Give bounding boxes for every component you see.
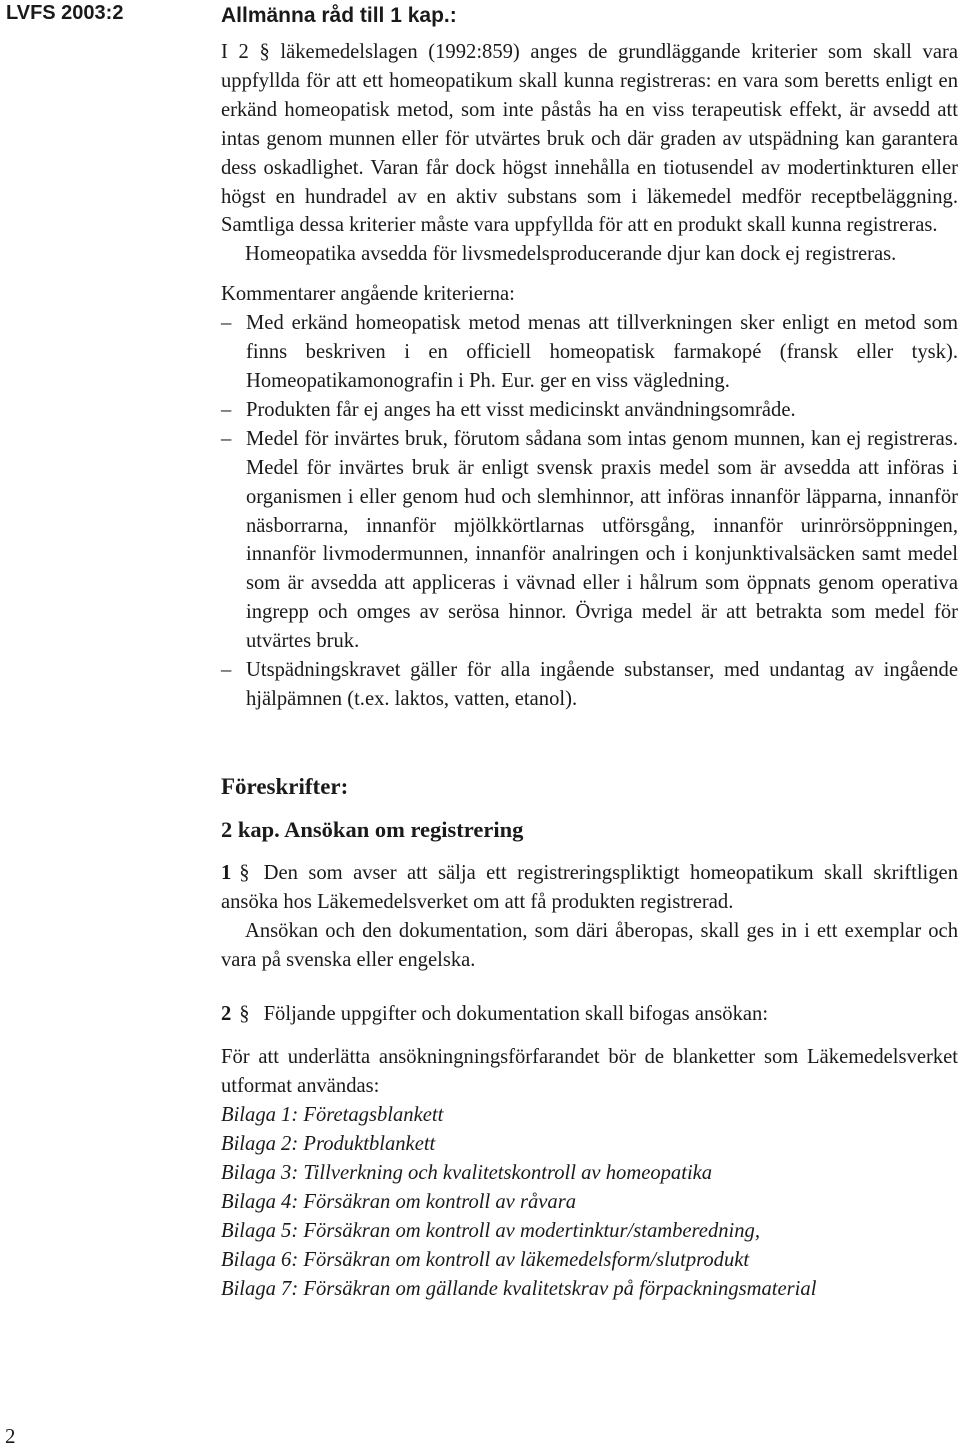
comment-item-recognized-method: – Med erkänd homeopatisk metod menas att tillverkningen sker enligt en metod som finns beskriven i en officiell homeopatisk farmakopé (fransk eller tysk). Homeopatikamonografin i Ph. Eur. ger en viss vägledning. — [221, 309, 958, 396]
bilagor-list — [221, 1101, 958, 1304]
bilaga-item: Bilaga 7: Försäkran om gällande kvalitetskrav på förpackningsmaterial — [221, 1278, 817, 1301]
comment-item-internal-use: – Medel för invärtes bruk, förutom sådana som intas genom munnen, kan ej registreras. Medel för invärtes bruk är enligt svensk praxis medel som är avsedda att införas i organismen i eller genom hud och slemhinnor, att införas innanför läpparna, innanför näsborrarna, innanför mjölkkörtlarnas utförsgång, innanför urinrörsöppningen, innanför livmodermunnen, innanför analringen och i konjunktivalsäcken samt medel som är avsedda att appliceras i vävnad eller i hålrum som öppnats genom operativa ingrepp och omges av serösa hinnor. Övriga medel är att betrakta som medel för utvärtes bruk. — [221, 425, 958, 656]
bilaga-item: Bilaga 2: Produktblankett — [221, 1133, 436, 1156]
section-sign: § — [239, 1003, 250, 1026]
document-series-label: LVFS 2003:2 — [6, 2, 124, 24]
bilagor-intro: För att underlätta ansökningningsförfarandet bör de blanketter som Läkemedelsverket utformat användas: — [221, 1046, 958, 1098]
section-2-text: Följande uppgifter och dokumentation skall bifogas ansökan: — [263, 1003, 769, 1026]
intro-paragraph: I 2 § läkemedelslagen (1992:859) anges de grundläggande kriterier som skall vara uppfyllda för att ett homeopatikum skall kunna registreras: en vara som beretts enligt en erkänd homeopatisk metod, som inte påstås ha en viss terapeutisk effekt, är avsedd att intas genom munnen eller för utvärtes bruk och där graden av utspädning kan garantera dess oskadlighet. Varan får dock högst innehålla en tiotusendel av modertinkturen eller högst en hundradel av en aktiv substans som i läkemedel medför receptbeläggning. Samtliga dessa kriterier måste vara uppfyllda för att en produkt skall kunna registreras. — [221, 41, 958, 237]
regulations-heading: Föreskrifter: — [221, 773, 349, 799]
bilaga-item: Bilaga 6: Försäkran om kontroll av läkemedelsform/slutprodukt — [221, 1249, 750, 1272]
section-1-paragraph-2: Ansökan och den dokumentation, som däri åberopas, skall ges in i ett exemplar och vara på svenska eller engelska. — [221, 919, 958, 971]
bilaga-item: Bilaga 5: Försäkran om kontroll av modertinktur/stamberedning, — [221, 1220, 761, 1243]
section-1-number: 1 — [221, 861, 232, 884]
general-advice-heading: Allmänna råd till 1 kap.: — [221, 4, 457, 27]
bilaga-item: Bilaga 4: Försäkran om kontroll av råvara — [221, 1191, 577, 1214]
comment-item-no-indication: – Produkten får ej anges ha ett visst medicinskt användningsområde. — [221, 396, 958, 425]
intro-paragraph-livestock: Homeopatika avsedda för livsmedelsproducerande djur kan dock ej registreras. — [245, 243, 897, 266]
page-number: 2 — [5, 1424, 16, 1448]
comments-heading: Kommentarer angående kriterierna: — [221, 283, 515, 306]
comments-list — [221, 309, 958, 714]
section-1-text: Den som avser att sälja ett registreringspliktigt homeopatikum skall skriftligen ansöka hos Läkemedelsverket om att få produkten registrerad. — [221, 861, 958, 913]
section-2-paragraph — [221, 1000, 958, 1029]
section-1-paragraph — [221, 859, 958, 917]
comment-item-dilution: – Utspädningskravet gäller för alla ingående substanser, med undantag av ingående hjälpämnen (t.ex. laktos, vatten, etanol). — [221, 656, 958, 714]
bilaga-item: Bilaga 3: Tillverkning och kvalitetskontroll av homeopatika — [221, 1162, 713, 1185]
page-content — [221, 0, 958, 1304]
bilaga-item: Bilaga 1: Företagsblankett — [221, 1104, 444, 1127]
section-sign: § — [239, 861, 250, 884]
chapter-heading: 2 kap. Ansökan om registrering — [221, 816, 524, 842]
section-2-number: 2 — [221, 1003, 232, 1026]
